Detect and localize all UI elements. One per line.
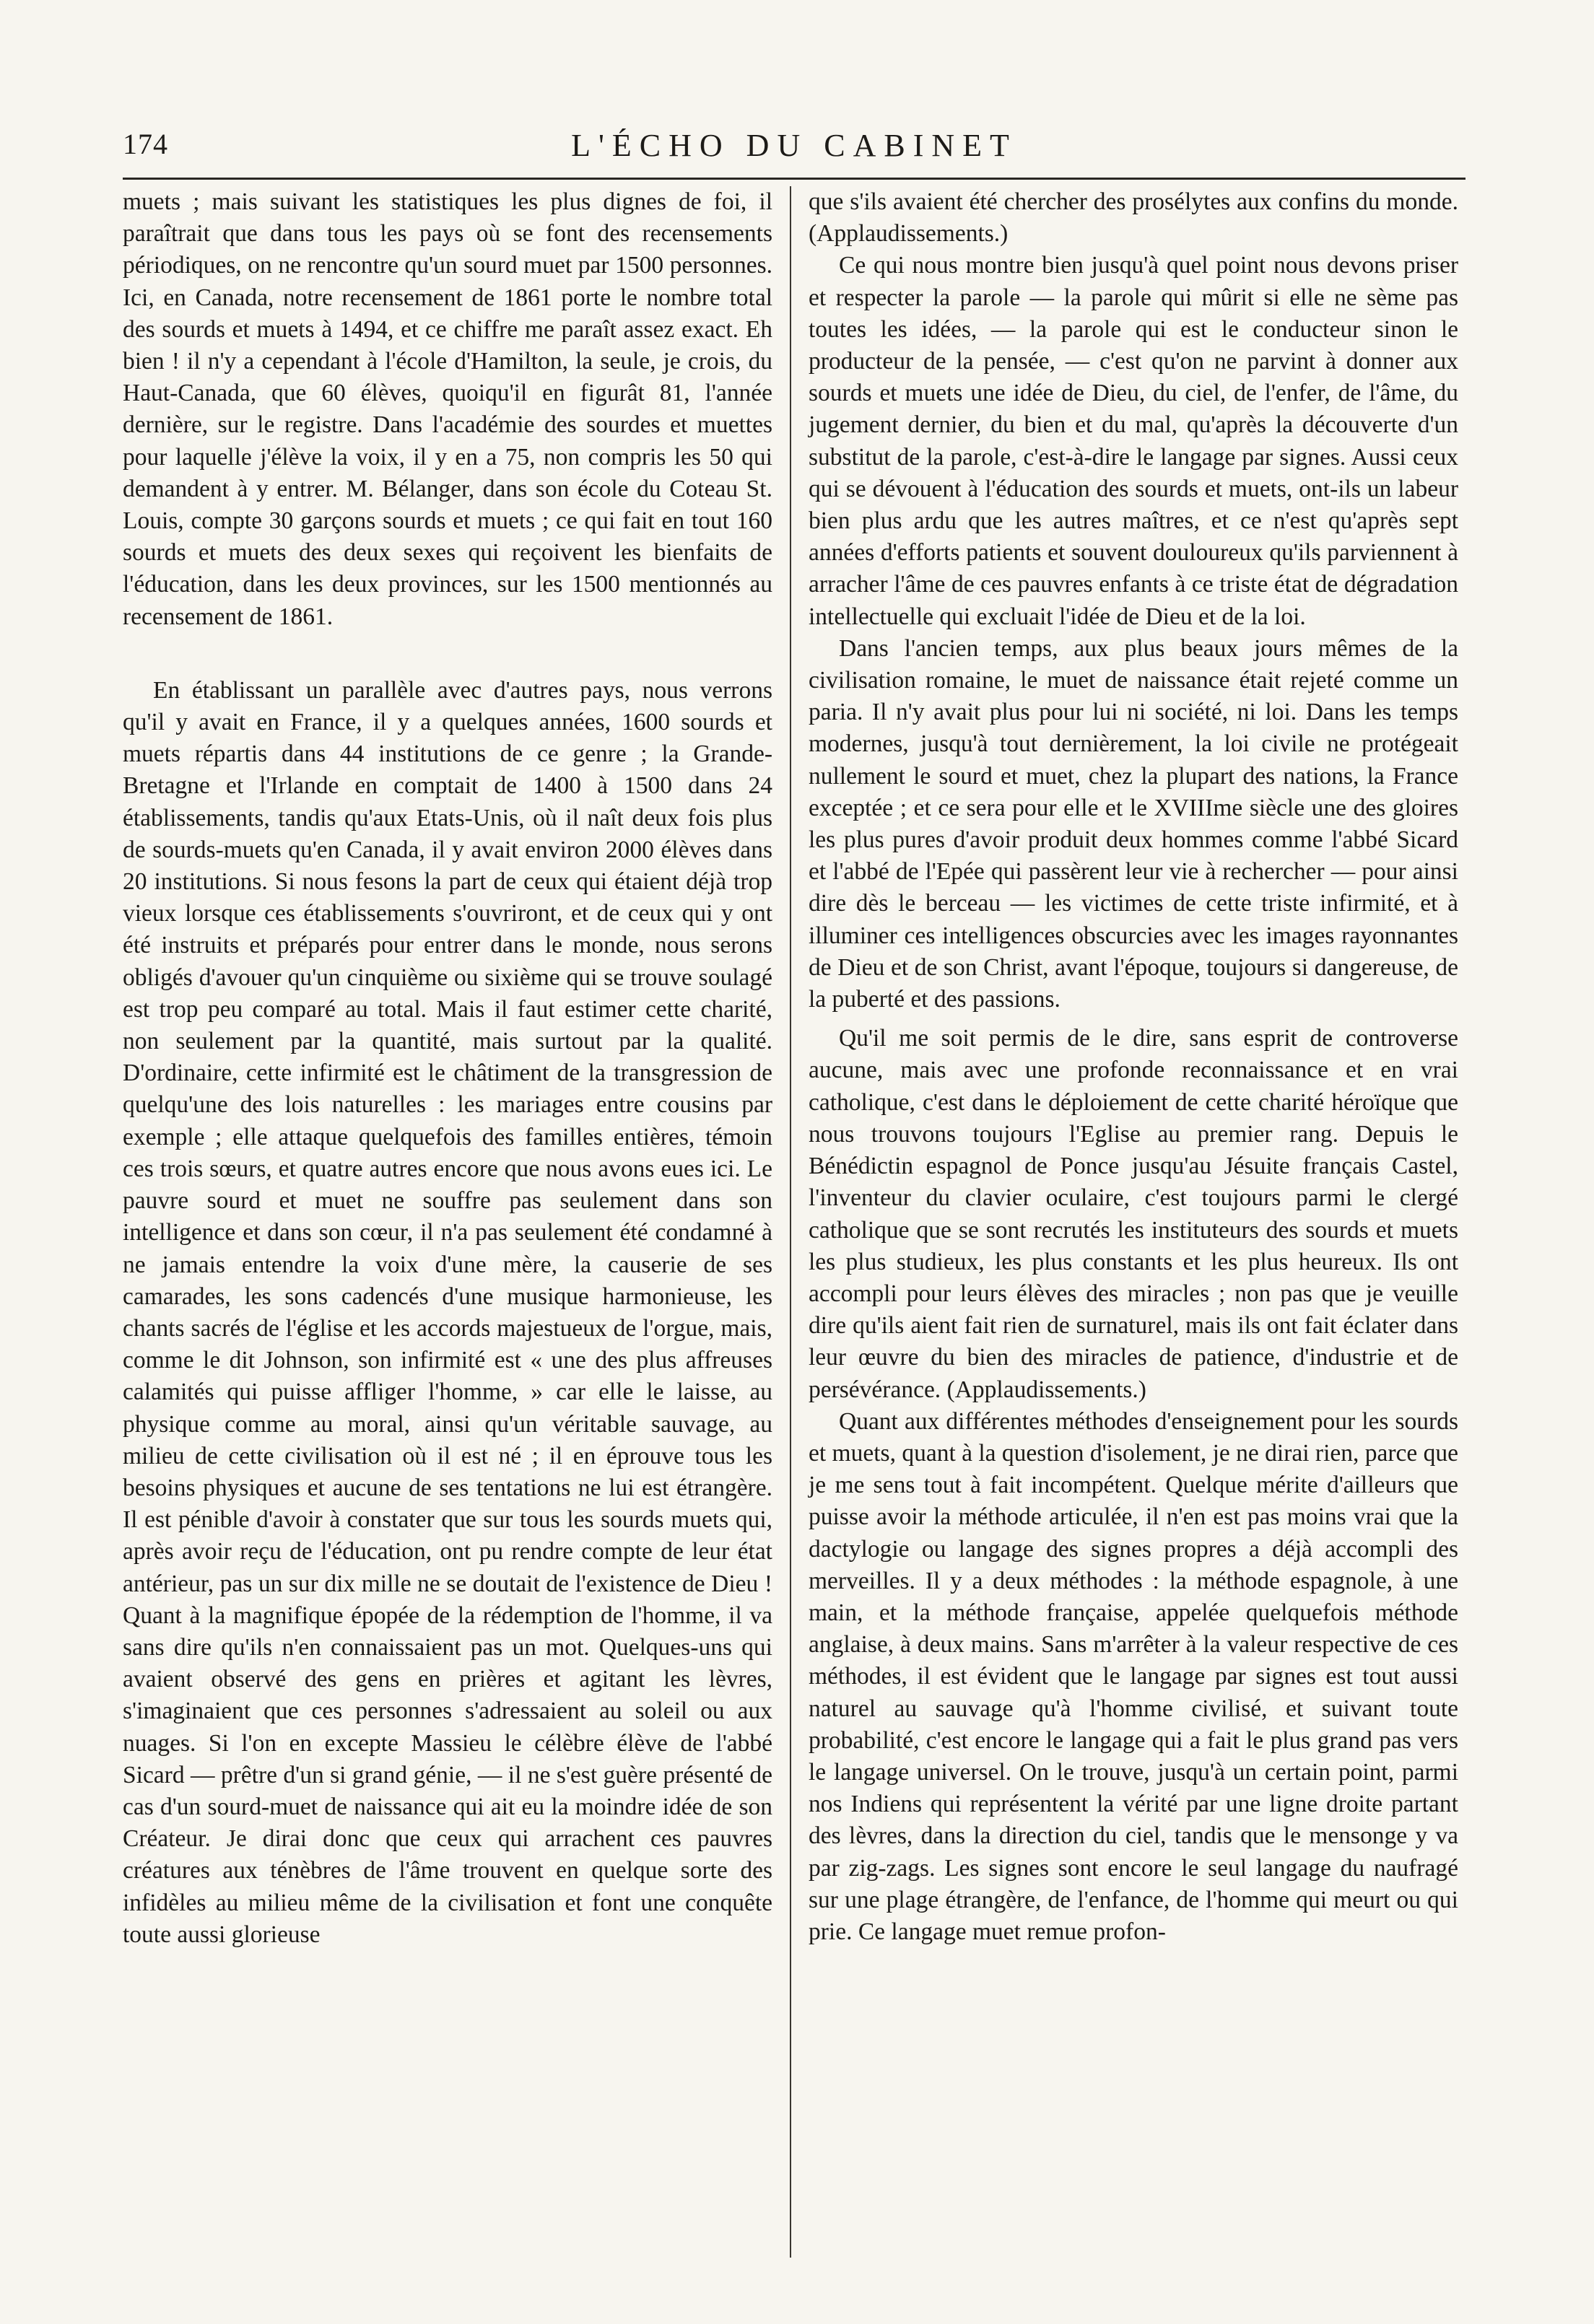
- text-columns: [123, 186, 1465, 2265]
- right-paragraph-2: Ce qui nous montre bien jusqu'à quel point nous devons priser et respecter la parole — la parole qui mûrit si elle ne sème pas toutes les idées, — la parole qui est le conducteur sinon le producteur de la pensée, — c'est qu'on ne parvint à donner aux sourds et muets une idée de Dieu, du ciel, de l'enfer, de l'âme, du jugement dernier, du bien et du mal, qu'après la découverte d'un substitut de la parole, c'est-à-dire le langage par signes. Aussi ceux qui se dévouent à l'éducation des sourds et muets, ont-ils un labeur bien plus ardu que les autres maîtres, et ce n'est qu'après sept années d'efforts patients et souvent douloureux qu'ils parviennent à arracher l'âme de ces pauvres enfants à ce triste état de dégradation intellectuelle qui excluait l'idée de Dieu et de la loi.: [809, 252, 1458, 630]
- right-paragraph-4: Qu'il me soit permis de le dire, sans esprit de controverse aucune, mais avec une profonde reconnaissance et en vrai catholique, c'est dans le déploiement de cette charité héroïque que nous trouvons toujours l'Eglise au premier rang. Depuis le Bénédictin espagnol de Ponce jusqu'au Jésuite français Castel, l'inventeur du clavier oculaire, c'est toujours parmi le clergé catholique que se sont recrutés les instituteurs des sourds et muets les plus studieux, les plus constants et les plus heureux. Ils ont accompli pour leurs élèves des miracles ; non pas que je veuille dire qu'ils aient fait rien de surnaturel, mais ils ont fait éclater dans leur œuvre du bien des miracles de patience, d'industrie et de persévérance. (Applaudissements.): [809, 1025, 1458, 1403]
- header-rule: [123, 178, 1465, 180]
- page-number: 174: [123, 128, 168, 160]
- running-title: L'ÉCHO DU CABINET: [571, 128, 1017, 163]
- right-paragraph-5: Quant aux différentes méthodes d'enseignement pour les sourds et muets, quant à la question d'isolement, je ne dirai rien, parce que je me sens tout à fait incompétent. Quelque mérite d'ailleurs que puisse avoir la méthode articulée, il n'en est pas moins vrai que la dactylogie ou langage des signes propres a déjà accompli des merveilles. Il y a deux méthodes : la méthode espagnole, à une main, et la méthode française, appelée quelquefois méthode anglaise, à deux mains. Sans m'arrêter à la valeur respective de ces méthodes, il est évident que le langage par signes est tout aussi naturel au sauvage qu'à l'homme civilisé, et suivant toute probabilité, c'est encore le langage qui a fait le plus grand pas vers le langage universel. On le trouve, jusqu'à un certain point, parmi nos Indiens qui représentent la vérité par une ligne droite partant des lèvres, dans la direction du ciel, tandis que le mensonge y va par zig-zags. Les signes sont encore le seul langage du naufragé sur une plage étrangère, de l'enfance, de l'homme qui meurt ou qui prie. Ce langage muet remue profon-: [809, 1407, 1459, 1945]
- right-column: [809, 186, 1458, 1948]
- right-paragraph-1: que s'ils avaient été chercher des prosélytes aux confins du monde. (Applaudissements.): [809, 188, 1458, 248]
- left-column: [123, 186, 772, 1951]
- column-divider: [790, 186, 791, 2258]
- right-paragraph-3: Dans l'ancien temps, aux plus beaux jours mêmes de la civilisation romaine, le muet de naissance était rejeté comme un paria. Il n'y avait plus pour lui ni société, ni loi. Dans les temps modernes, jusqu'à tout dernièrement, la loi civile ne protégeait nullement le sourd et muet, chez la plupart des nations, la France exceptée ; et ce sera pour elle et le XVIIIme siècle une des gloires les plus pures d'avoir produit deux hommes comme l'abbé Sicard et l'abbé de l'Epée qui passèrent leur vie à rechercher — pour ainsi dire dès le berceau — les victimes de cette triste infirmité, et à illuminer ces intelligences obscurcies avec les images rayonnantes de Dieu et de son Christ, avant l'époque, toujours si dangereuse, de la puberté et des passions.: [809, 634, 1458, 1013]
- left-paragraph-1: muets ; mais suivant les statistiques les plus dignes de foi, il paraîtrait que dans tous les pays où se font des recensements périodiques, on ne rencontre qu'un sourd muet par 1500 personnes. Ici, en Canada, notre recensement de 1861 porte le nombre total des sourds et muets à 1494, et ce chiffre me paraît assez exact. Eh bien ! il n'y a cependant à l'école d'Hamilton, la seule, je crois, du Haut-Canada, que 60 élèves, quoiqu'il en figurât 81, l'année dernière, sur le registre. Dans l'académie des sourdes et muettes pour laquelle j'élève la voix, il y en a 75, non compris les 50 qui demandent à y entrer. M. Bélanger, dans son école du Coteau St. Louis, compte 30 garçons sourds et muets ; ce qui fait en tout 160 sourds et muets des deux sexes qui reçoivent les bienfaits de l'éducation, dans les deux provinces, sur les 1500 mentionnés au recensement de 1861.: [123, 188, 772, 630]
- page-header: [123, 127, 1465, 170]
- left-paragraph-2: En établissant un parallèle avec d'autres pays, nous verrons qu'il y avait en France, il y a quelques années, 1600 sourds et muets répartis dans 44 institutions de ce genre ; la Grande-Bretagne et l'Irlande en comptait de 1400 à 1500 dans 24 établissements, tandis qu'aux Etats-Unis, où il naît deux fois plus de sourds-muets qu'en Canada, il y avait environ 2000 élèves dans 20 institutions. Si nous fesons la part de ceux qui étaient déjà trop vieux lorsque ces établissements s'ouvriront, et de ceux qui y ont été instruits et préparés pour entrer dans le monde, nous serons obligés d'avouer qu'un cinquième ou sixième qui se trouve soulagé est trop peu comparé au total. Mais il faut estimer cette charité, non seulement par la quantité, mais surtout par la qualité. D'ordinaire, cette infirmité est le châtiment de la transgression de quelqu'une des lois naturelles : les mariages entre cousins par exemple ; elle attaque quelquefois des familles entières, témoin ces trois sœurs, et quatre autres encore que nous avons eues ici. Le pauvre sourd et muet ne souffre pas seulement dans son intelligence et dans son cœur, il n'a pas seulement été condamné à ne jamais entendre la voix d'une mère, la causerie de ses camarades, les sons cadencés d'une musique harmonieuse, les chants sacrés de l'église et les accords majestueux de l'orgue, mais, comme le dit Johnson, son infirmité est « une des plus affreuses calamités qui puisse affliger l'homme, » car elle le laisse, au physique comme au moral, ainsi qu'un véritable sauvage, au milieu de cette civilisation où il est né ; il en éprouve tous les besoins physiques et aucune de ses tentations ne lui est étrangère. Il est pénible d'avoir à constater que sur tous les sourds muets qui, après avoir reçu de l'éducation, ont pu rendre compte de leur état antérieur, pas un sur dix mille ne se doutait de l'existence de Dieu ! Quant à la magnifique épopée de la rédemption de l'homme, il va sans dire qu'ils n'en connaissaient pas un mot. Quelques-uns qui avaient observé des gens en prières et agitant les lèvres, s'imaginaient que ces personnes s'adressaient au soleil ou aux nuages. Si l'on en excepte Massieu le célèbre élève de l'abbé Sicard — prêtre d'un si grand génie, — il ne s'est guère présenté de cas d'un sourd-muet de naissance qui ait eu la moindre idée de son Créateur. Je dirai donc que ceux qui arrachent ces pauvres créatures aux ténèbres de l'âme trouvent en quelque sorte des infidèles au milieu même de la civilisation et font une conquête toute aussi glorieuse: [123, 676, 772, 1948]
